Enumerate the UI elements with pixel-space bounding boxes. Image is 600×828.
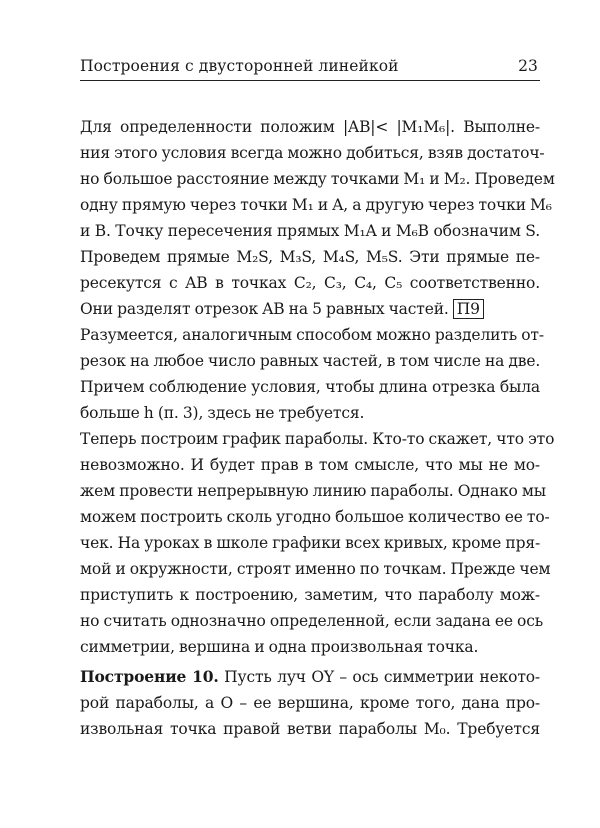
paragraph — [80, 322, 544, 426]
text-line: резок на любое число равных частей, в том числе на две. — [80, 352, 541, 370]
text-line: Теперь построим график параболы. Кто-то скажет, что это — [80, 430, 555, 448]
text-line: больше h (п. 3), здесь не требуется. — [80, 404, 365, 422]
running-header — [80, 57, 540, 79]
text-line — [80, 296, 540, 322]
text-line: Причем соблюдение условия, чтобы длина отрезка была — [80, 378, 540, 396]
text-line: ния этого условия всегда можно добиться, взяв достаточ- — [80, 144, 545, 162]
text-line: невозможно. И будет прав в том смысле, что мы не мо- — [80, 456, 540, 474]
text-line: но большое расстояние между точками M₁ и M₂. Проведем — [80, 170, 555, 188]
text-line: чек. На уроках в школе графики всех кривых, кроме пря- — [80, 534, 541, 552]
text-line: жем провести непрерывную линию параболы. Однако мы — [80, 482, 546, 500]
text-line-content: Они разделят отрезок AB на 5 равных частей. — [80, 300, 449, 318]
paragraph — [80, 426, 555, 660]
text-line — [80, 664, 540, 690]
text-line: одну прямую через точки M₁ и A, а другую через точки M₆ — [80, 196, 552, 214]
text-line: Разумеется, аналогичным способом можно разделить от- — [80, 326, 544, 344]
text-line: но считать однозначно определенной, если задана ее ось — [80, 612, 544, 630]
text-line: симметрии, вершина и одна произвольная точка. — [80, 638, 479, 656]
text-line: и B. Точку пересечения прямых M₁A и M₆B обозначим S. — [80, 222, 540, 240]
page-number: 23 — [518, 57, 538, 75]
text-line: извольная точка правой ветви параболы M₀. Требуется — [80, 720, 540, 738]
text-line: мой и окружности, строят именно по точкам. Прежде чем — [80, 560, 551, 578]
body-text — [80, 114, 555, 742]
header-rule — [80, 80, 540, 81]
paragraph — [80, 114, 555, 322]
text-line: рой параболы, а O – ее вершина, кроме того, дана про- — [80, 694, 540, 712]
construction-tag: П9 — [453, 299, 484, 319]
text-line: Для определенности положим |AB|< |M₁M₆|. Выполне- — [80, 118, 540, 136]
header-title: Построения с двусторонней линейкой — [80, 57, 399, 75]
construction-heading: Построение 10. — [80, 667, 219, 686]
text-line: Проведем прямые M₂S, M₃S, M₄S, M₅S. Эти прямые пе- — [80, 248, 540, 266]
paragraph — [80, 664, 540, 742]
text-line: приступить к построению, заметим, что параболу мож- — [80, 586, 540, 604]
text-line-content: Пусть луч OY – ось симметрии некото- — [224, 668, 541, 686]
text-line: ресекутся с AB в точках C₂, C₃, C₄, C₅ соответственно. — [80, 274, 540, 292]
text-line: можем построить сколь угодно большое количество ее то- — [80, 508, 550, 526]
